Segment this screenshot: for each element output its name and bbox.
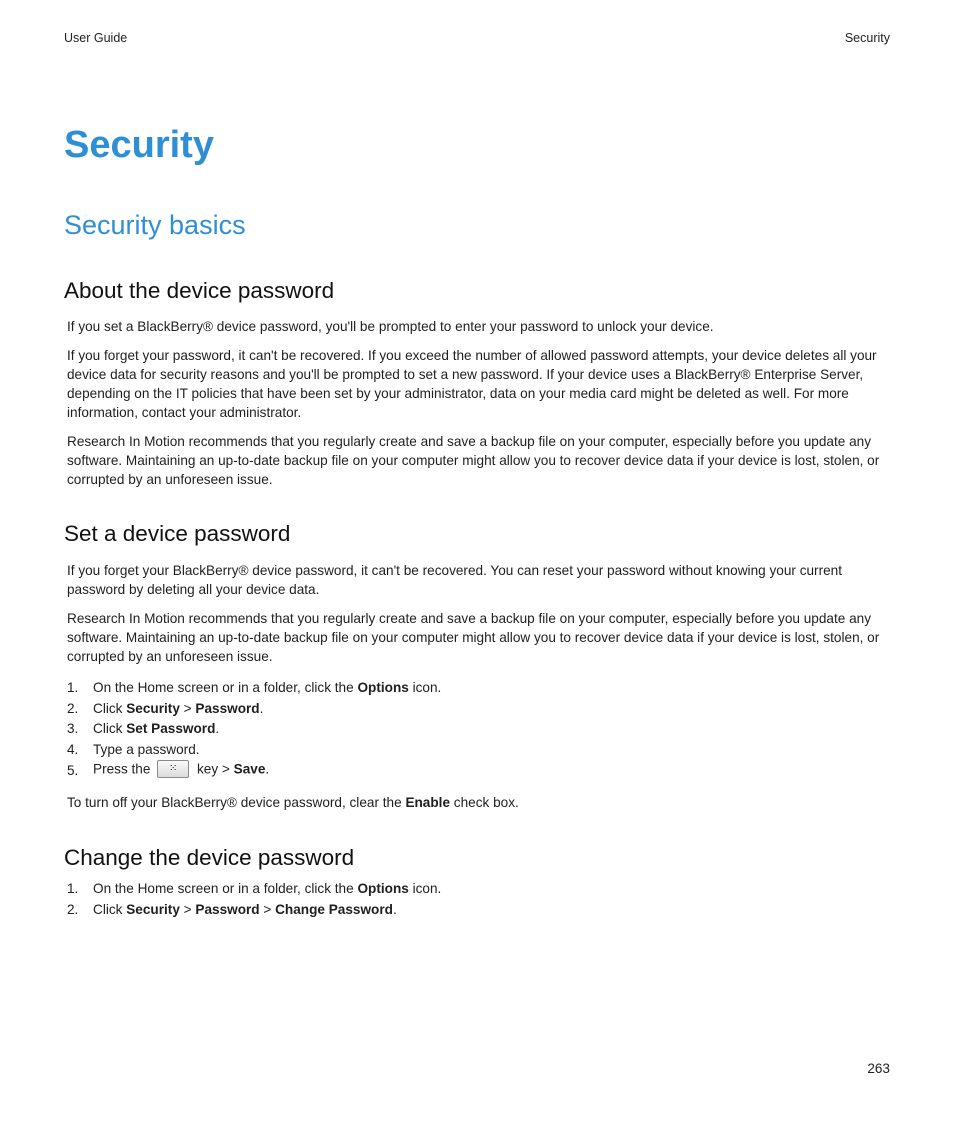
set-heading: Set a device password	[64, 521, 291, 546]
set-paragraph-2: Research In Motion recommends that you regularly create and save a backup file on your computer, especially before you update any software. Maintaining an up-to-date backup file on your computer might allow you to recover device data if your device is lost, stolen, or corrupted by an unforeseen issue.	[67, 611, 880, 664]
about-heading: About the device password	[64, 278, 335, 303]
running-header-left: User Guide	[64, 31, 128, 45]
list-item: 2. Click Security > Password > Change Password.	[67, 901, 397, 917]
change-steps-list	[67, 878, 441, 919]
set-paragraph-1: If you forget your BlackBerry® device password, it can't be recovered. You can reset your password without knowing your current password by deleting all your device data.	[67, 563, 843, 597]
about-paragraph-3: Research In Motion recommends that you regularly create and save a backup file on your computer, especially before you update any software. Maintaining an up-to-date backup file on your computer might allow you to recover device data if your device is lost, stolen, or corrupted by an unforeseen issue.	[67, 434, 880, 487]
list-item: 1. On the Home screen or in a folder, click the Options icon.	[67, 679, 442, 695]
running-header-right: Security	[844, 31, 890, 45]
list-item: 3. Click Set Password.	[67, 721, 220, 737]
page-number: 263	[867, 1061, 890, 1076]
list-item: 2. Click Security > Password.	[67, 700, 264, 716]
about-paragraph-1: If you set a BlackBerry® device password, you'll be prompted to enter your password to unlock your device.	[67, 319, 714, 334]
list-item: 4. Type a password.	[67, 741, 200, 757]
about-paragraph-2: If you forget your password, it can't be recovered. If you exceed the number of allowed password attempts, your device deletes all your device data for security reasons and you'll be prompted to set a new password. If your device uses a BlackBerry® Enterprise Server, depending on the IT policies that have been set by your administrator, data on your media card might be deleted as well. For more information, contact your administrator.	[67, 348, 877, 420]
list-item: 1. On the Home screen or in a folder, click the Options icon.	[67, 880, 442, 896]
chapter-title: Security	[64, 124, 214, 166]
set-note: To turn off your BlackBerry® device password, clear the Enable check box.	[67, 795, 519, 810]
list-item: 5. Press the ⁙ key > Save.	[67, 761, 270, 778]
blackberry-menu-key-icon: ⁙	[157, 760, 189, 778]
set-steps-list	[67, 677, 441, 780]
change-heading: Change the device password	[64, 845, 355, 870]
section-title: Security basics	[64, 210, 246, 240]
